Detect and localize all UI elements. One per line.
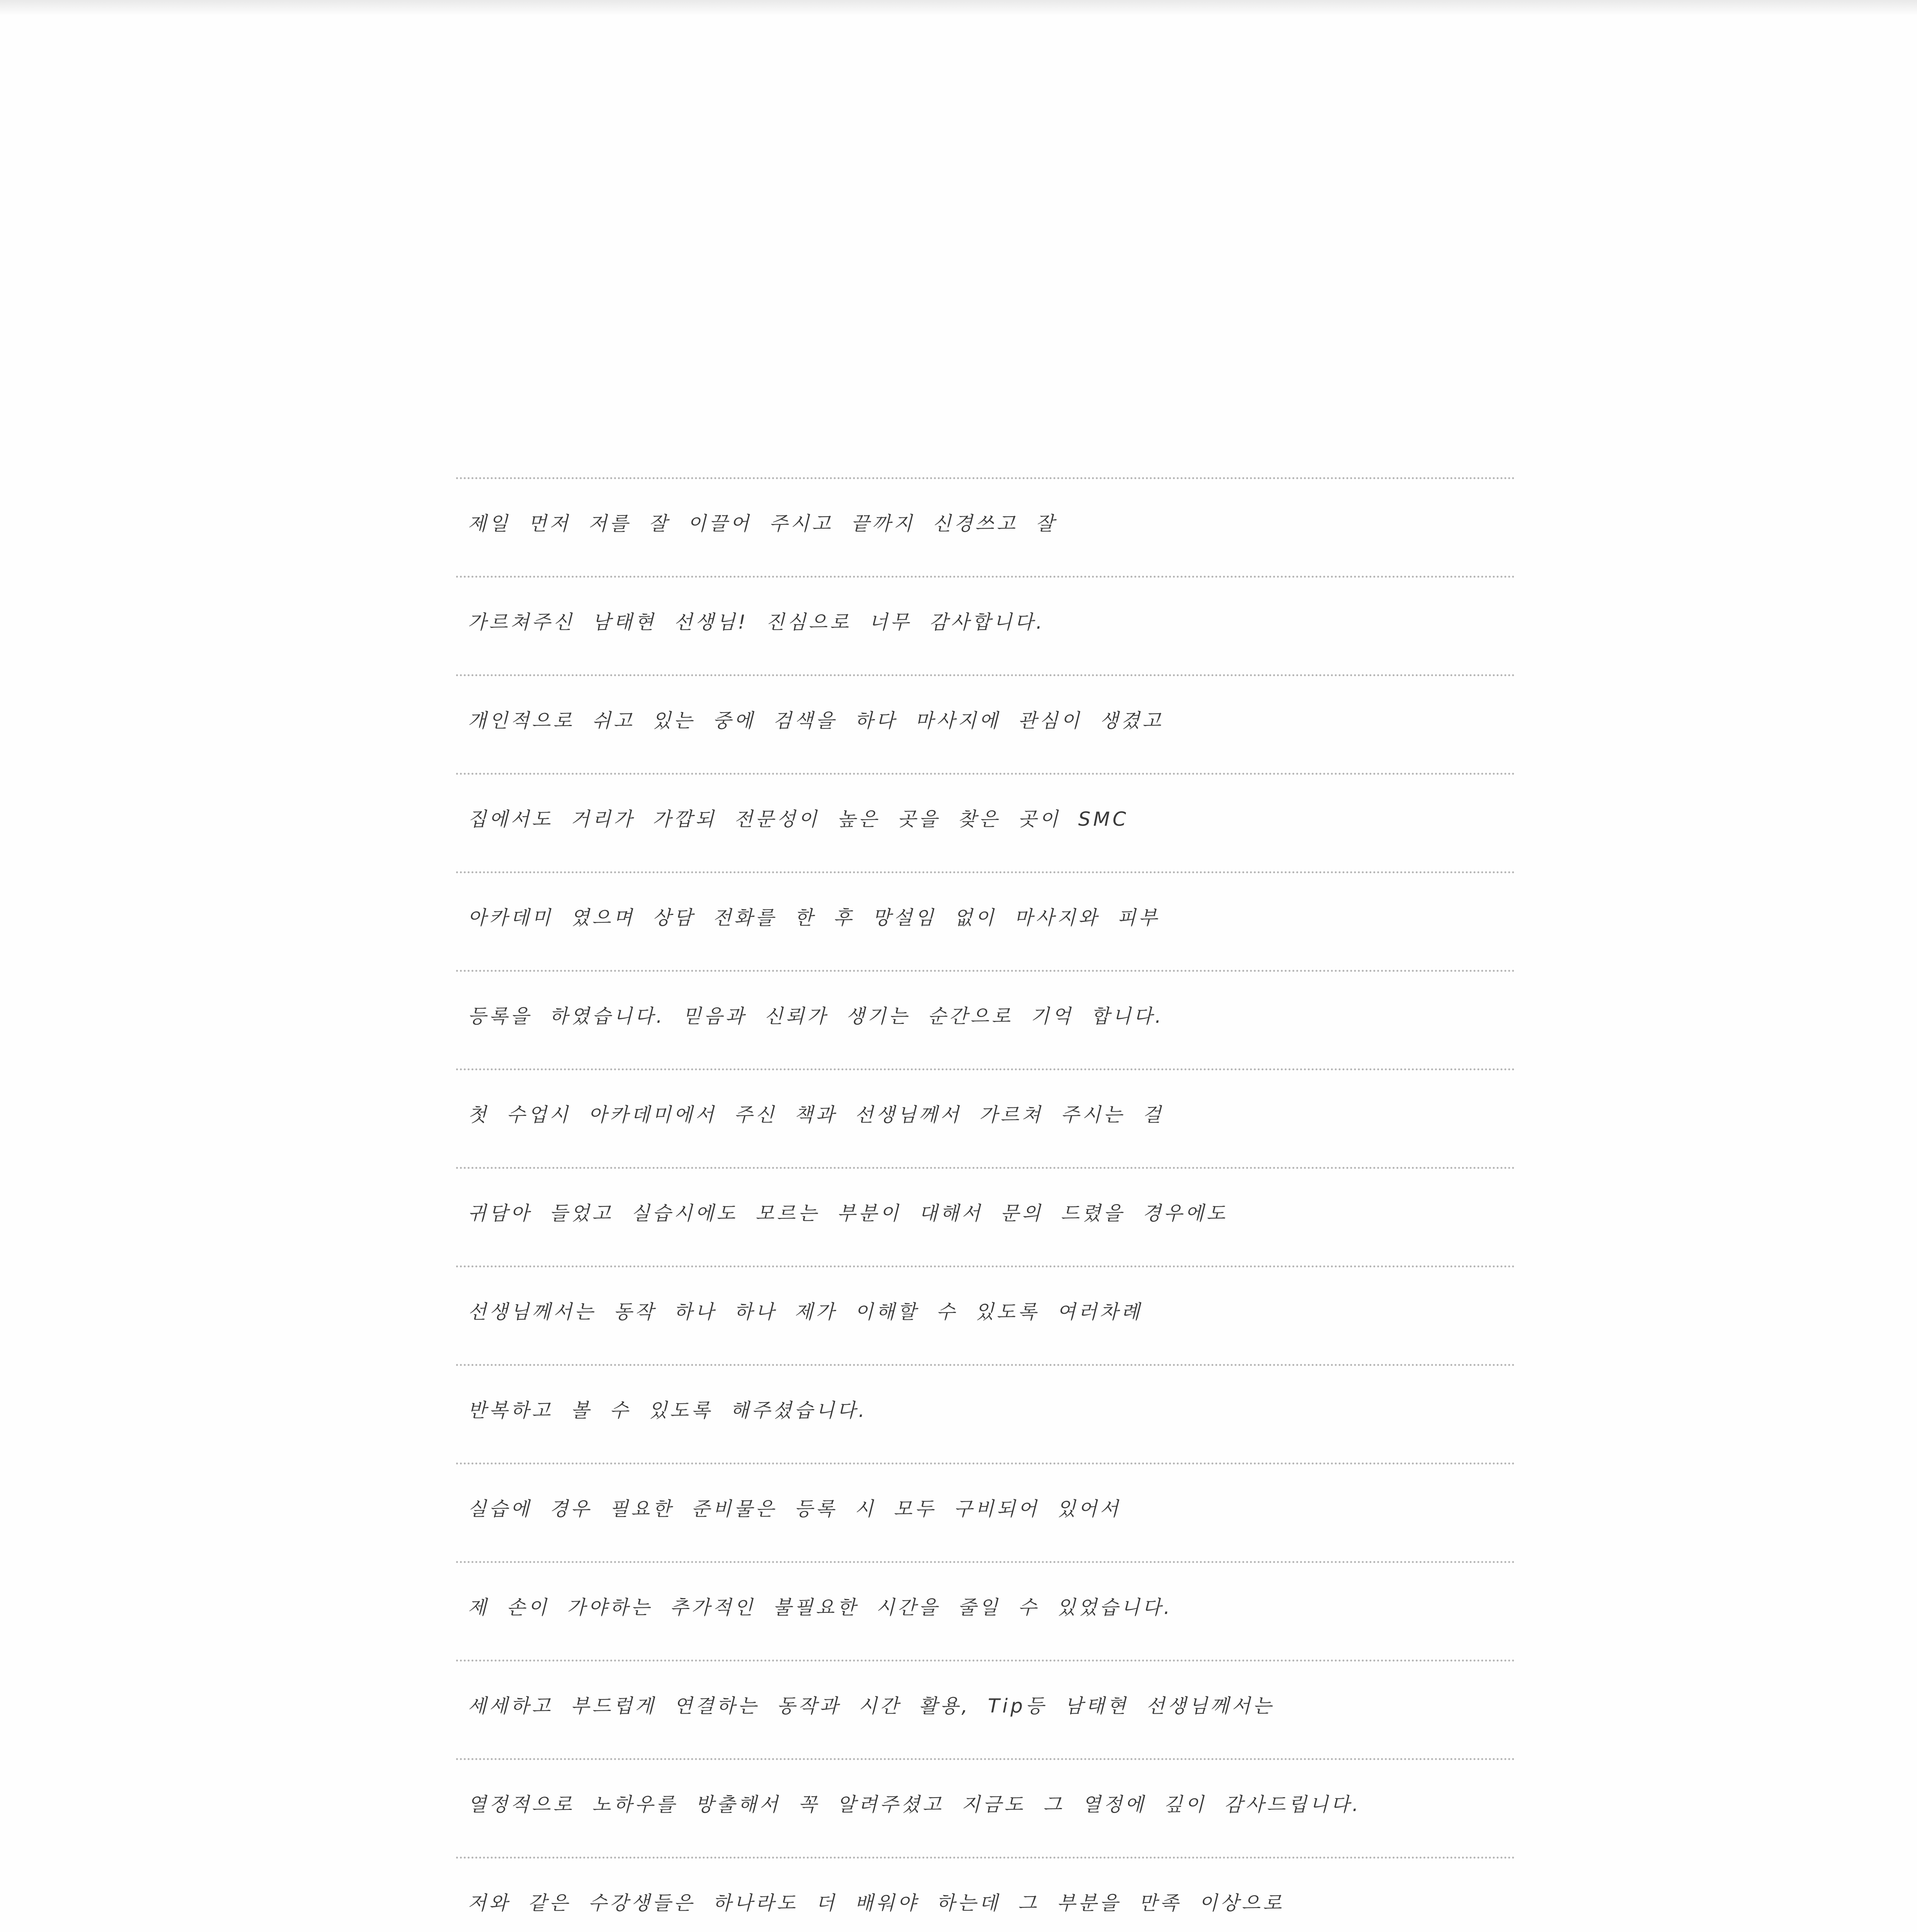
ruled-line [456, 871, 1515, 873]
letter-line-5: 아카데미 였으며 상담 전화를 한 후 망설임 없이 마사지와 피부 [468, 906, 1160, 929]
ruled-line [456, 576, 1515, 578]
scan-edge-shadow [0, 0, 1917, 15]
ruled-line [456, 1167, 1515, 1169]
letter-line-11: 실습에 경우 필요한 준비물은 등록 시 모두 구비되어 있어서 [468, 1498, 1121, 1520]
letter-line-3: 개인적으로 쉬고 있는 중에 검색을 하다 마사지에 관심이 생겼고 [468, 709, 1164, 732]
letter-line-7: 첫 수업시 아카데미에서 주신 책과 선생님께서 가르쳐 주시는 걸 [468, 1104, 1164, 1126]
letter-line-13: 세세하고 부드럽게 연결하는 동작과 시간 활용, Tip등 남태현 선생님께서는 [468, 1695, 1274, 1717]
letter-line-8: 귀담아 들었고 실습시에도 모르는 부분이 대해서 문의 드렸을 경우에도 [468, 1202, 1228, 1225]
letter-line-15: 저와 같은 수강생들은 하나라도 더 배워야 하는데 그 부분을 만족 이상으로 [468, 1892, 1284, 1914]
letter-line-4: 집에서도 거리가 가깝되 전문성이 높은 곳을 찾은 곳이 SMC [468, 808, 1129, 830]
ruled-line [456, 773, 1515, 775]
ruled-line [456, 1758, 1515, 1760]
letter-line-6: 등록을 하였습니다. 믿음과 신뢰가 생기는 순간으로 기억 합니다. [468, 1005, 1164, 1027]
ruled-line [456, 1857, 1515, 1859]
letter-line-10: 반복하고 볼 수 있도록 해주셨습니다. [468, 1399, 867, 1422]
ruled-line [456, 1660, 1515, 1662]
ruled-line [456, 674, 1515, 676]
ruled-line [456, 1068, 1515, 1070]
letter-line-12: 제 손이 가야하는 추가적인 불필요한 시간을 줄일 수 있었습니다. [468, 1596, 1173, 1619]
ruled-line [456, 1561, 1515, 1563]
ruled-line [456, 477, 1515, 479]
ruled-line [456, 1265, 1515, 1267]
ruled-line [456, 970, 1515, 972]
letter-line-1: 제일 먼저 저를 잘 이끌어 주시고 끝까지 신경쓰고 잘 [468, 512, 1057, 535]
ruled-line [456, 1463, 1515, 1464]
ruled-line [456, 1364, 1515, 1366]
letter-line-2: 가르쳐주신 남태현 선생님! 진심으로 너무 감사합니다. [468, 611, 1045, 633]
letter-line-9: 선생님께서는 동작 하나 하나 제가 이해할 수 있도록 여러차례 [468, 1301, 1142, 1323]
letter-line-14: 열정적으로 노하우를 방출해서 꼭 알려주셨고 지금도 그 열정에 깊이 감사드립니다. [468, 1793, 1361, 1816]
